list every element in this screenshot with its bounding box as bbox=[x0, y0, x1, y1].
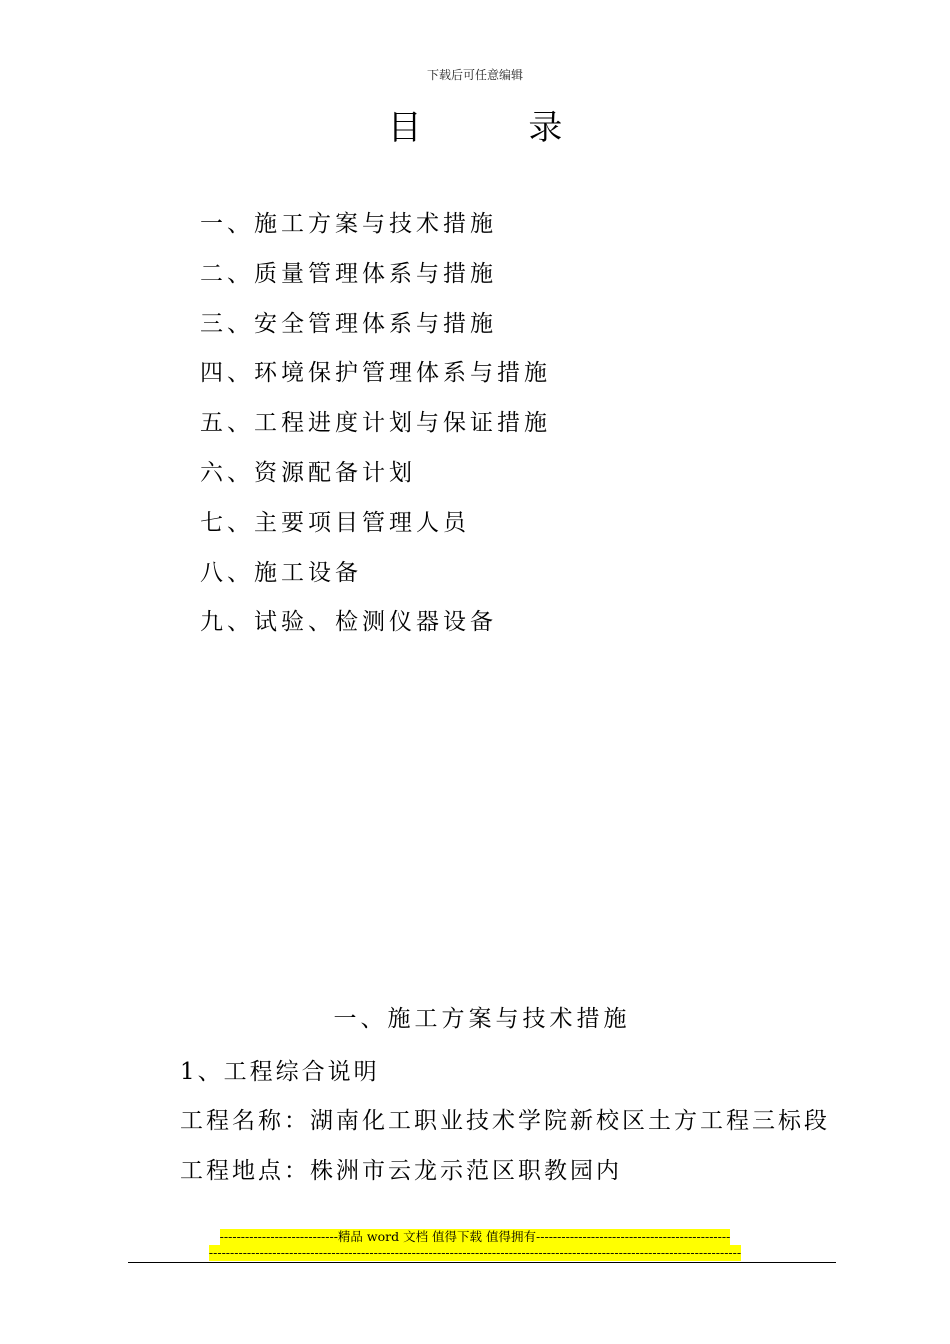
toc-title: 目 录 bbox=[387, 108, 611, 148]
header-note: 下载后可任意编辑 bbox=[426, 68, 523, 82]
toc-list bbox=[200, 200, 551, 648]
project-name: 工程名称：湖南化工职业技术学院新校区土方工程三标段 bbox=[180, 1108, 830, 1134]
toc-item: 九、试验、检测仪器设备 bbox=[200, 609, 497, 636]
toc-item: 六、资源配备计划 bbox=[200, 459, 416, 486]
toc-item: 七、主要项目管理人员 bbox=[200, 509, 470, 536]
subsection-heading: 1、工程综合说明 bbox=[180, 1059, 380, 1085]
toc-item: 二、质量管理体系与措施 bbox=[200, 260, 497, 287]
footer-rule bbox=[128, 1262, 836, 1263]
footer-banner-text-1: ----------------------------精品 word 文档 值得下载 值得拥有---------------------------------------------- bbox=[219, 1229, 731, 1244]
toc-item: 八、施工设备 bbox=[200, 559, 362, 586]
toc-item: 一、施工方案与技术措施 bbox=[200, 211, 497, 237]
toc-item: 四、环境保护管理体系与措施 bbox=[200, 360, 551, 387]
toc-item: 五、工程进度计划与保证措施 bbox=[200, 410, 551, 437]
project-location: 工程地点：株洲市云龙示范区职教园内 bbox=[180, 1158, 622, 1184]
footer-banner-text-2: ------------------------------------------------------------------------------------------------------------------------------ bbox=[208, 1245, 742, 1260]
section-heading: 一、施工方案与技术措施 bbox=[333, 1006, 631, 1032]
toc-item: 三、安全管理体系与措施 bbox=[200, 310, 497, 337]
